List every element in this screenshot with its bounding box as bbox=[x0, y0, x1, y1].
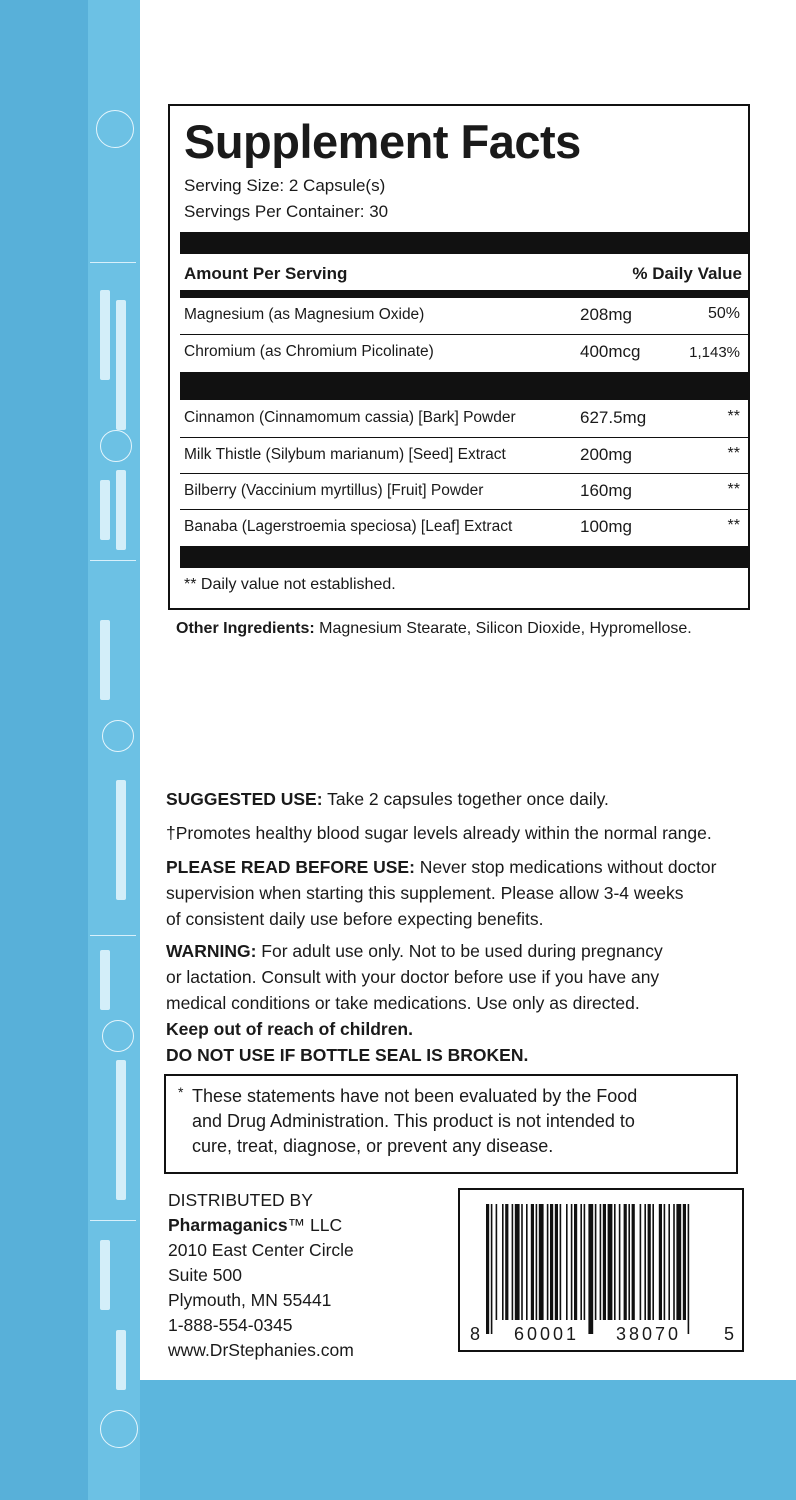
barcode-bar bbox=[648, 1204, 651, 1320]
medium-divider bbox=[180, 290, 748, 298]
side-rule bbox=[90, 1220, 136, 1221]
suggested-use bbox=[166, 786, 609, 812]
nutrient-name: Magnesium (as Magnesium Oxide) bbox=[184, 306, 425, 323]
barcode-bar bbox=[595, 1204, 597, 1320]
barcode-bar bbox=[628, 1204, 630, 1320]
barcode-bar bbox=[668, 1204, 670, 1320]
ingredient-name: Cinnamon (Cinnamomum cassia) [Bark] Powder bbox=[184, 409, 516, 426]
barcode-bar bbox=[531, 1204, 534, 1320]
disclaimer-asterisk: * bbox=[178, 1084, 184, 1100]
barcode-bar bbox=[588, 1204, 593, 1334]
side-print-mark bbox=[100, 950, 110, 1010]
barcode-bar bbox=[608, 1204, 613, 1320]
nutrient-amount: 208mg bbox=[580, 305, 632, 324]
side-icon-circle bbox=[102, 720, 134, 752]
read-before-use-line: supervision when starting this supplement. Please allow 3-4 weeks bbox=[166, 883, 684, 903]
bottom-blue-band bbox=[140, 1380, 796, 1500]
thick-divider bbox=[180, 232, 748, 254]
barcode-bar bbox=[688, 1204, 690, 1334]
nutrient-amount: 400mcg bbox=[580, 342, 641, 361]
ingredient-daily-value: ** bbox=[727, 517, 740, 534]
barcode-right-digits: 38070 bbox=[616, 1324, 682, 1344]
address-line-1: 2010 East Center Circle bbox=[168, 1240, 354, 1260]
serving-size: Serving Size: 2 Capsule(s) bbox=[184, 176, 386, 195]
barcode-bar bbox=[502, 1204, 504, 1320]
ingredient-row bbox=[180, 438, 748, 472]
ingredient-row bbox=[180, 474, 748, 508]
barcode-bar bbox=[683, 1204, 686, 1320]
side-icon-circle bbox=[102, 1020, 134, 1052]
side-rule bbox=[90, 560, 136, 561]
barcode-bar bbox=[515, 1204, 520, 1320]
warning-line: medical conditions or take medications. Use only as directed. bbox=[166, 993, 640, 1013]
barcode-bar bbox=[547, 1204, 549, 1320]
thick-divider bbox=[180, 546, 748, 568]
nutrient-daily-value: 1,143% bbox=[689, 344, 740, 361]
barcode-bar bbox=[580, 1204, 582, 1320]
side-rule bbox=[90, 935, 136, 936]
ingredient-row bbox=[180, 401, 748, 435]
barcode-bar bbox=[536, 1204, 538, 1320]
barcode-bar bbox=[496, 1204, 498, 1320]
ingredient-name: Bilberry (Vaccinium myrtillus) [Fruit] Powder bbox=[184, 482, 484, 499]
facts-title: Supplement Facts bbox=[184, 115, 581, 168]
barcode-bar bbox=[521, 1204, 523, 1320]
barcode-bar bbox=[619, 1204, 621, 1320]
side-print-mark bbox=[100, 1240, 110, 1310]
side-icon-circle bbox=[96, 110, 134, 148]
daily-value-header: % Daily Value bbox=[632, 264, 742, 283]
side-print-mark bbox=[100, 620, 110, 700]
side-print-mark bbox=[100, 480, 110, 540]
barcode-bar bbox=[603, 1204, 606, 1320]
barcode-bar bbox=[652, 1204, 654, 1320]
daily-value-footnote: ** Daily value not established. bbox=[184, 576, 396, 593]
company-suffix: ™ LLC bbox=[287, 1215, 343, 1235]
read-before-use-line: Never stop medications without doctor bbox=[414, 857, 717, 877]
servings-per-container: Servings Per Container: 30 bbox=[184, 202, 389, 221]
barcode-lead-digit: 8 bbox=[470, 1324, 481, 1344]
barcode-bar bbox=[632, 1204, 635, 1320]
barcode-bar bbox=[526, 1204, 528, 1320]
website: www.DrStephanies.com bbox=[168, 1340, 354, 1360]
phone-number: 1-888-554-0345 bbox=[168, 1315, 293, 1335]
side-print-mark bbox=[116, 300, 126, 430]
side-rule bbox=[90, 262, 136, 263]
disclaimer-line: cure, treat, diagnose, or prevent any disease. bbox=[192, 1136, 554, 1156]
barcode-check-digit: 5 bbox=[724, 1324, 735, 1344]
distributor-company bbox=[168, 1213, 354, 1238]
nutrient-daily-value: 50% bbox=[707, 305, 740, 322]
ingredient-amount: 627.5mg bbox=[580, 408, 647, 427]
barcode-bar bbox=[673, 1204, 675, 1320]
side-print-mark bbox=[100, 290, 110, 380]
barcode-bar bbox=[676, 1204, 681, 1320]
warning-line: For adult use only. Not to be used during pregnancy bbox=[256, 941, 663, 961]
amount-per-serving-header: Amount Per Serving bbox=[184, 264, 348, 283]
upc-barcode bbox=[458, 1188, 744, 1352]
read-before-use bbox=[166, 854, 716, 880]
barcode-bar bbox=[486, 1204, 489, 1334]
barcode-bar bbox=[566, 1204, 568, 1320]
barcode-bar bbox=[571, 1204, 573, 1320]
barcode-bar bbox=[539, 1204, 544, 1320]
disclaimer-line: These statements have not been evaluated by the Food bbox=[192, 1086, 638, 1106]
company-name: Pharmaganics bbox=[168, 1215, 288, 1235]
warning-line: or lactation. Consult with your doctor before use if you have any bbox=[166, 967, 660, 987]
barcode-bar bbox=[574, 1204, 577, 1320]
barcode-bar bbox=[644, 1204, 646, 1320]
thick-divider bbox=[180, 372, 748, 400]
barcode-bars bbox=[460, 1190, 742, 1350]
fda-disclaimer-box bbox=[164, 1074, 738, 1174]
supplement-facts-panel bbox=[168, 104, 750, 610]
barcode-bar bbox=[624, 1204, 627, 1320]
warning bbox=[166, 938, 663, 964]
side-print-mark bbox=[116, 470, 126, 550]
ingredient-name: Banaba (Lagerstroemia speciosa) [Leaf] Extract bbox=[184, 518, 513, 535]
promotes-statement: †Promotes healthy blood sugar levels already within the normal range. bbox=[166, 823, 712, 843]
barcode-left-digits: 60001 bbox=[514, 1324, 580, 1344]
distributor-heading: DISTRIBUTED BY bbox=[168, 1190, 313, 1210]
distributor-block bbox=[168, 1188, 354, 1363]
barcode-bar bbox=[505, 1204, 508, 1320]
side-print-mark bbox=[116, 1060, 126, 1200]
nutrient-name: Chromium (as Chromium Picolinate) bbox=[184, 343, 434, 360]
read-before-use-label: PLEASE READ BEFORE USE: bbox=[166, 857, 415, 877]
nutrient-row bbox=[180, 335, 748, 369]
barcode-bar bbox=[600, 1204, 602, 1320]
disclaimer-line: and Drug Administration. This product is not intended to bbox=[192, 1111, 635, 1131]
nutrient-row bbox=[180, 298, 748, 332]
barcode-bar bbox=[664, 1204, 666, 1320]
barcode-bar bbox=[491, 1204, 493, 1334]
barcode-bar bbox=[614, 1204, 616, 1320]
ingredient-row bbox=[180, 510, 748, 544]
keep-out-of-reach: Keep out of reach of children. bbox=[166, 1019, 413, 1039]
address-city: Plymouth, MN 55441 bbox=[168, 1290, 332, 1310]
barcode-bar bbox=[640, 1204, 642, 1320]
ingredient-daily-value: ** bbox=[727, 445, 740, 462]
ingredient-daily-value: ** bbox=[727, 481, 740, 498]
side-print-mark bbox=[116, 1330, 126, 1390]
ingredient-amount: 100mg bbox=[580, 517, 632, 536]
barcode-bar bbox=[659, 1204, 662, 1320]
read-before-use-line: of consistent daily use before expecting benefits. bbox=[166, 909, 544, 929]
warning-label: WARNING: bbox=[166, 941, 257, 961]
side-icon-circle bbox=[100, 430, 132, 462]
barcode-bar bbox=[584, 1204, 586, 1320]
side-panel-edge bbox=[0, 0, 90, 1500]
suggested-use-label: SUGGESTED USE: bbox=[166, 789, 323, 809]
other-ingredients-text: Magnesium Stearate, Silicon Dioxide, Hypromellose. bbox=[314, 620, 692, 637]
barcode-bar bbox=[560, 1204, 562, 1320]
ingredient-name: Milk Thistle (Silybum marianum) [Seed] Extract bbox=[184, 446, 506, 463]
barcode-bar bbox=[512, 1204, 514, 1320]
box-side-panel bbox=[0, 0, 140, 1500]
side-print-mark bbox=[116, 780, 126, 900]
ingredient-amount: 200mg bbox=[580, 445, 632, 464]
suggested-use-text: Take 2 capsules together once daily. bbox=[322, 789, 609, 809]
other-ingredients bbox=[176, 620, 692, 638]
side-icon-circle bbox=[100, 1410, 138, 1448]
barcode-bar bbox=[550, 1204, 553, 1320]
ingredient-daily-value: ** bbox=[727, 408, 740, 425]
disclaimer-text bbox=[192, 1084, 637, 1159]
other-ingredients-label: Other Ingredients: bbox=[176, 620, 315, 637]
barcode-bar bbox=[555, 1204, 558, 1320]
seal-warning: DO NOT USE IF BOTTLE SEAL IS BROKEN. bbox=[166, 1045, 529, 1065]
address-line-2: Suite 500 bbox=[168, 1265, 242, 1285]
ingredient-amount: 160mg bbox=[580, 481, 632, 500]
